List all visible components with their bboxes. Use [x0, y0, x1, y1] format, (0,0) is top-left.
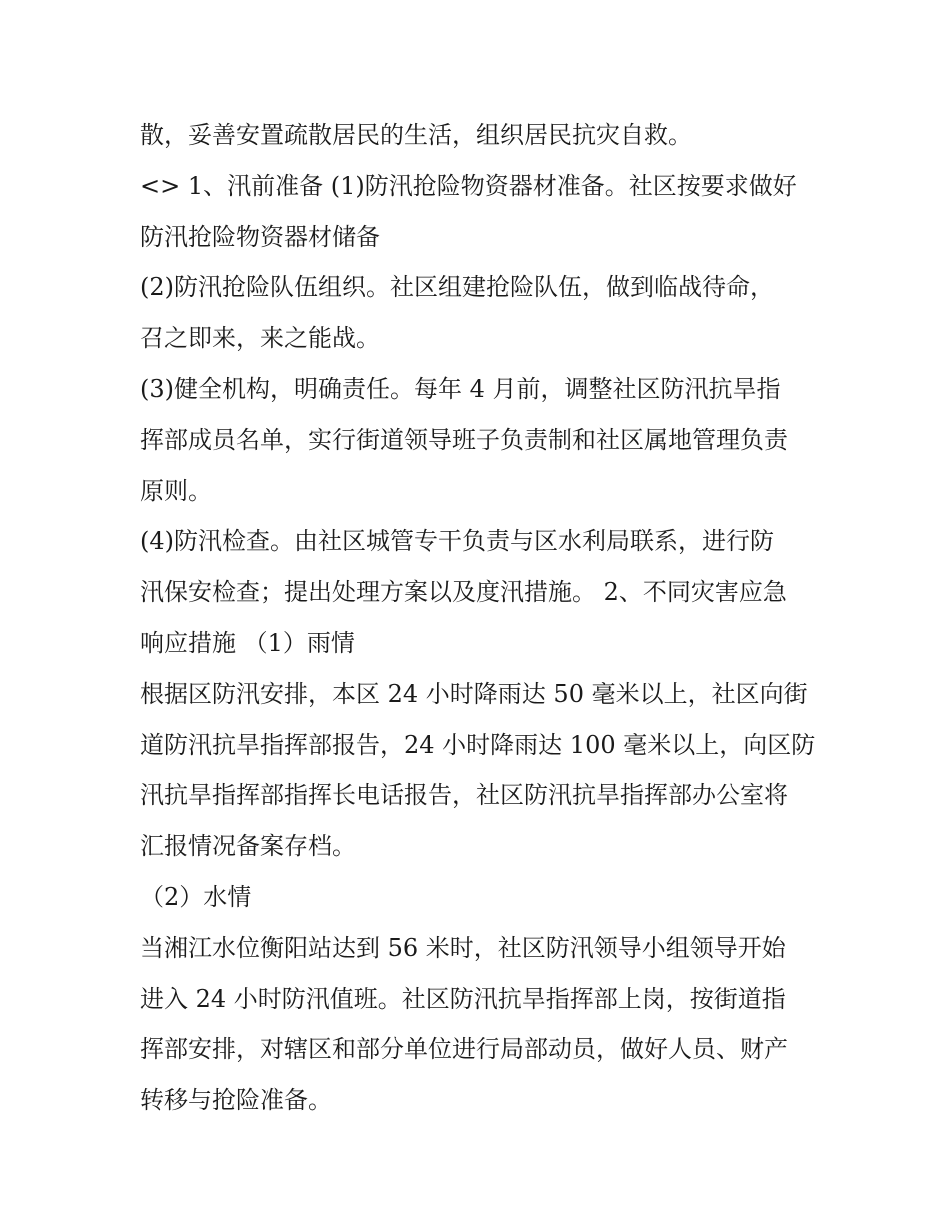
text-line: 散，妥善安置疏散居民的生活，组织居民抗灾自救。	[140, 121, 692, 149]
text-line: 响应措施 （1）雨情	[140, 628, 355, 657]
text-line: 进入 24 小时防汛值班。社区防汛抗旱指挥部上岗，按街道指	[140, 984, 786, 1013]
text-line: (4)防汛检查。由社区城管专干负责与区水利局联系，进行防	[140, 527, 774, 556]
text-line: 道防汛抗旱指挥部报告，24 小时降雨达 100 毫米以上，向区防	[140, 730, 816, 759]
text-line: 转移与抢险准备。	[140, 1086, 332, 1115]
text-line: 原则。	[140, 476, 212, 505]
text-line: 根据区防汛安排，本区 24 小时降雨达 50 毫米以上，社区向街	[140, 679, 808, 708]
text-line: <> 1、汛前准备 (1)防汛抢险物资器材准备。社区按要求做好	[140, 171, 797, 200]
text-line: 挥部安排，对辖区和部分单位进行局部动员，做好人员、财产	[140, 1035, 788, 1064]
text-line: (2)防汛抢险队伍组织。社区组建抢险队伍，做到临战待命，	[140, 273, 774, 302]
text-line: 防汛抢险物资器材储备	[140, 222, 380, 251]
document-body	[140, 110, 820, 1126]
text-line: 汛保安检查；提出处理方案以及度汛措施。 2、不同灾害应急	[140, 578, 787, 607]
text-line: 汛抗旱指挥部指挥长电话报告，社区防汛抗旱指挥部办公室将	[140, 781, 788, 810]
text-line: （2）水情	[140, 882, 252, 911]
text-line: 当湘江水位衡阳站达到 56 米时，社区防汛领导小组领导开始	[140, 933, 786, 962]
text-line: 汇报情况备案存档。	[140, 832, 356, 861]
text-line: 召之即来，来之能战。	[140, 324, 380, 353]
text-line: (3)健全机构，明确责任。每年 4 月前，调整社区防汛抗旱指	[140, 374, 781, 403]
text-line: 挥部成员名单，实行街道领导班子负责制和社区属地管理负责	[140, 425, 788, 454]
